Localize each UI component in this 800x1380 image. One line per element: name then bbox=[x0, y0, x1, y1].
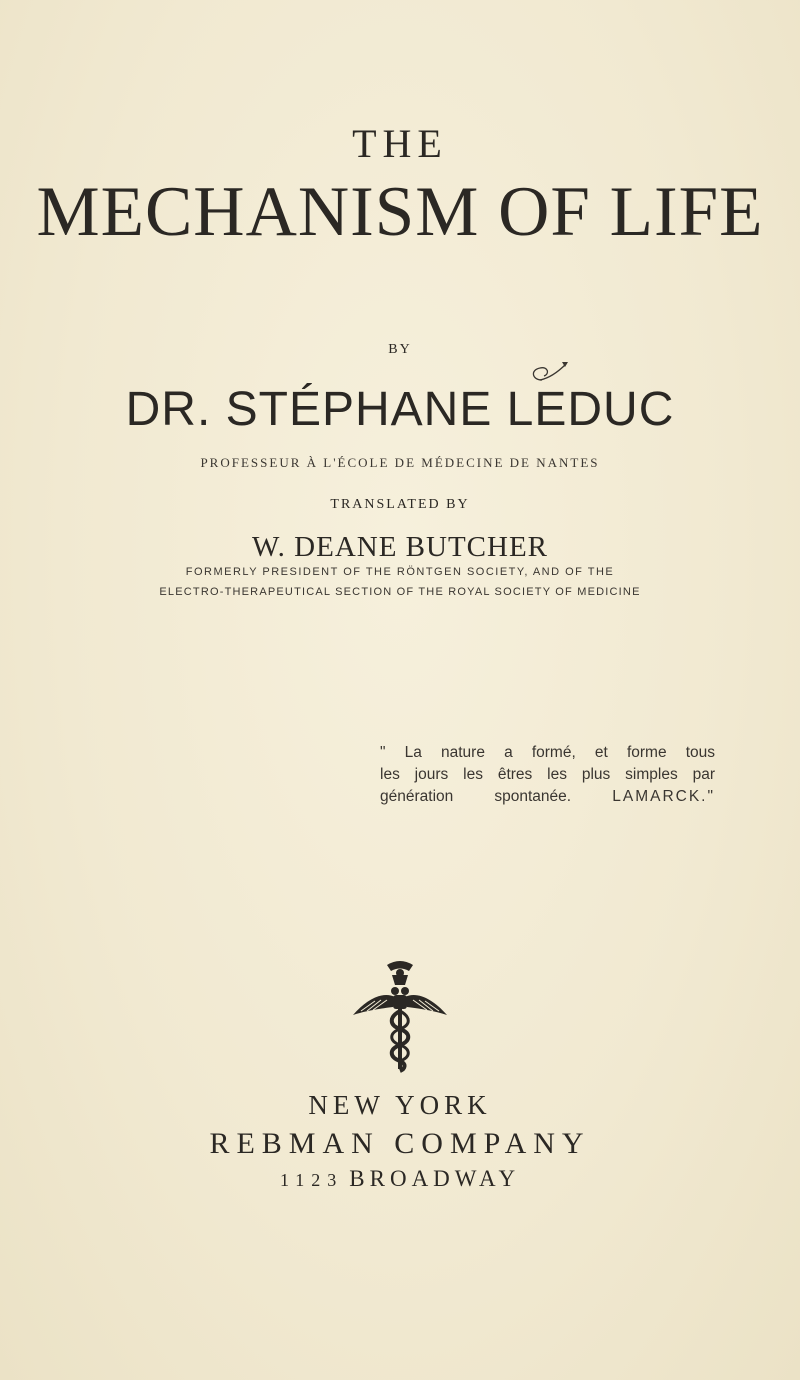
translator-role-line-2: ELECTRO-THERAPEUTICAL SECTION OF THE ROYAL SOCIETY OF MEDICINE bbox=[159, 586, 641, 598]
author-role: PROFESSEUR À L'ÉCOLE DE MÉDECINE DE NANTES bbox=[200, 455, 600, 470]
translator-name: W. DEANE BUTCHER bbox=[251, 531, 549, 563]
title-article: THE bbox=[352, 121, 448, 166]
epigraph-last-line bbox=[380, 786, 715, 808]
epigraph-attribution: LAMARCK." bbox=[612, 788, 715, 805]
address-number: 1123 bbox=[279, 1170, 344, 1190]
publisher-city: NEW YORK bbox=[308, 1090, 492, 1120]
publisher-name: REBMAN COMPANY bbox=[209, 1127, 591, 1160]
epigraph-line: génération spontanée. bbox=[380, 788, 572, 805]
publisher-address bbox=[0, 1166, 800, 1192]
translated-by-label: TRANSLATED BY bbox=[330, 497, 470, 512]
epigraph-line: les jours les êtres les plus simples par bbox=[380, 766, 715, 783]
address-street: BROADWAY bbox=[349, 1166, 521, 1191]
translator-role-line-1: FORMERLY PRESIDENT OF THE RÖNTGEN SOCIETY, AND OF THE bbox=[185, 566, 615, 578]
by-label: BY bbox=[388, 342, 412, 357]
caduceus-emblem-icon bbox=[345, 955, 455, 1075]
author-name: DR. STÉPHANE LEDUC bbox=[125, 383, 675, 436]
epigraph-line: " La nature a formé, et forme tous bbox=[380, 744, 715, 761]
book-title: MECHANISM OF LIFE bbox=[36, 173, 764, 251]
epigraph bbox=[380, 742, 715, 808]
